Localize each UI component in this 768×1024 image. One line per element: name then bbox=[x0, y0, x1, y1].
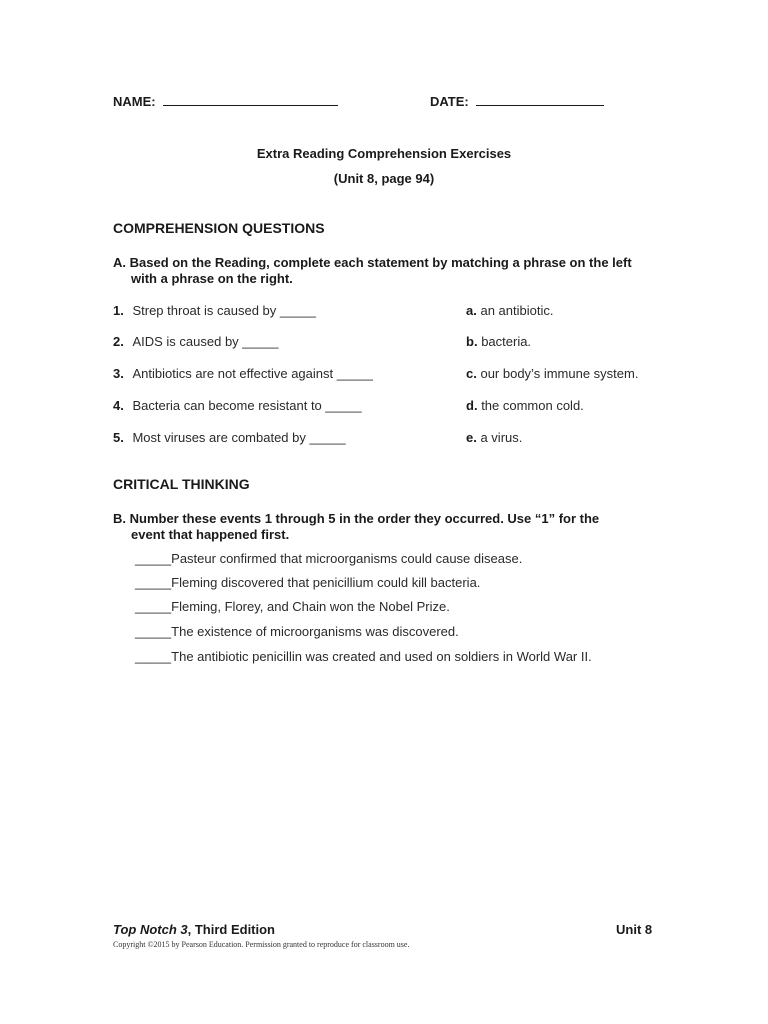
list-item bbox=[466, 334, 531, 349]
item-number: 3. bbox=[113, 366, 124, 381]
name-label: NAME: bbox=[113, 94, 156, 109]
list-item bbox=[135, 649, 592, 664]
item-text: our body’s immune system. bbox=[480, 366, 639, 381]
name-row bbox=[113, 93, 338, 109]
item-number: 4. bbox=[113, 398, 124, 413]
list-item bbox=[466, 303, 553, 318]
book-title: Top Notch 3 bbox=[113, 922, 188, 937]
instruction-b-line2: event that happened first. bbox=[131, 527, 290, 542]
event-text: Fleming discovered that penicillium could kill bacteria. bbox=[171, 575, 481, 590]
book-edition: , Third Edition bbox=[187, 922, 276, 937]
list-item bbox=[135, 599, 450, 614]
list-item bbox=[135, 575, 480, 590]
item-text: a virus. bbox=[480, 430, 523, 445]
item-text: Most viruses are combated by _____ bbox=[132, 430, 346, 445]
answer-blank[interactable]: _____ bbox=[135, 551, 172, 566]
list-item bbox=[113, 334, 278, 349]
item-text: AIDS is caused by _____ bbox=[132, 334, 279, 349]
item-number: 1. bbox=[113, 303, 124, 318]
list-item bbox=[135, 624, 459, 639]
list-item bbox=[135, 551, 522, 566]
event-text: Pasteur confirmed that microorganisms could cause disease. bbox=[171, 551, 523, 566]
answer-blank[interactable]: _____ bbox=[135, 599, 172, 614]
list-item bbox=[113, 430, 346, 445]
item-letter: c. bbox=[466, 366, 477, 381]
item-text: an antibiotic. bbox=[480, 303, 554, 318]
date-blank[interactable] bbox=[476, 93, 604, 106]
answer-blank[interactable]: _____ bbox=[135, 575, 172, 590]
footer-book bbox=[113, 922, 275, 937]
instruction-a-line1: A. Based on the Reading, complete each statement by matching a phrase on the left bbox=[113, 255, 632, 270]
section-heading-critical-thinking: CRITICAL THINKING bbox=[113, 476, 250, 492]
page-title: Extra Reading Comprehension Exercises bbox=[256, 146, 512, 161]
item-letter: b. bbox=[466, 334, 478, 349]
item-letter: d. bbox=[466, 398, 478, 413]
answer-blank[interactable]: _____ bbox=[135, 649, 172, 664]
item-letter: e. bbox=[466, 430, 477, 445]
list-item bbox=[113, 303, 316, 318]
footer-copyright: Copyright ©2015 by Pearson Education. Permission granted to reproduce for classroom use. bbox=[113, 940, 410, 949]
item-text: Antibiotics are not effective against _____ bbox=[132, 366, 373, 381]
list-item bbox=[466, 430, 522, 445]
list-item bbox=[113, 366, 373, 381]
item-number: 5. bbox=[113, 430, 124, 445]
list-item bbox=[466, 366, 638, 381]
list-item bbox=[466, 398, 584, 413]
footer-unit: Unit 8 bbox=[616, 922, 653, 937]
date-label: DATE: bbox=[430, 94, 469, 109]
page-subtitle: (Unit 8, page 94) bbox=[333, 171, 435, 186]
name-blank[interactable] bbox=[163, 93, 338, 106]
item-text: bacteria. bbox=[481, 334, 532, 349]
event-text: The existence of microorganisms was discovered. bbox=[171, 624, 459, 639]
instruction-b-line1: B. Number these events 1 through 5 in the order they occurred. Use “1” for the bbox=[113, 511, 600, 526]
item-text: Bacteria can become resistant to _____ bbox=[132, 398, 362, 413]
list-item bbox=[113, 398, 362, 413]
instruction-a-line2: with a phrase on the right. bbox=[131, 271, 293, 286]
answer-blank[interactable]: _____ bbox=[135, 624, 172, 639]
item-number: 2. bbox=[113, 334, 124, 349]
date-row bbox=[430, 93, 604, 109]
item-text: Strep throat is caused by _____ bbox=[132, 303, 317, 318]
item-text: the common cold. bbox=[481, 398, 584, 413]
item-letter: a. bbox=[466, 303, 477, 318]
section-heading-comprehension: COMPREHENSION QUESTIONS bbox=[113, 220, 325, 236]
event-text: The antibiotic penicillin was created and used on soldiers in World War II. bbox=[171, 649, 592, 664]
event-text: Fleming, Florey, and Chain won the Nobel Prize. bbox=[171, 599, 450, 614]
